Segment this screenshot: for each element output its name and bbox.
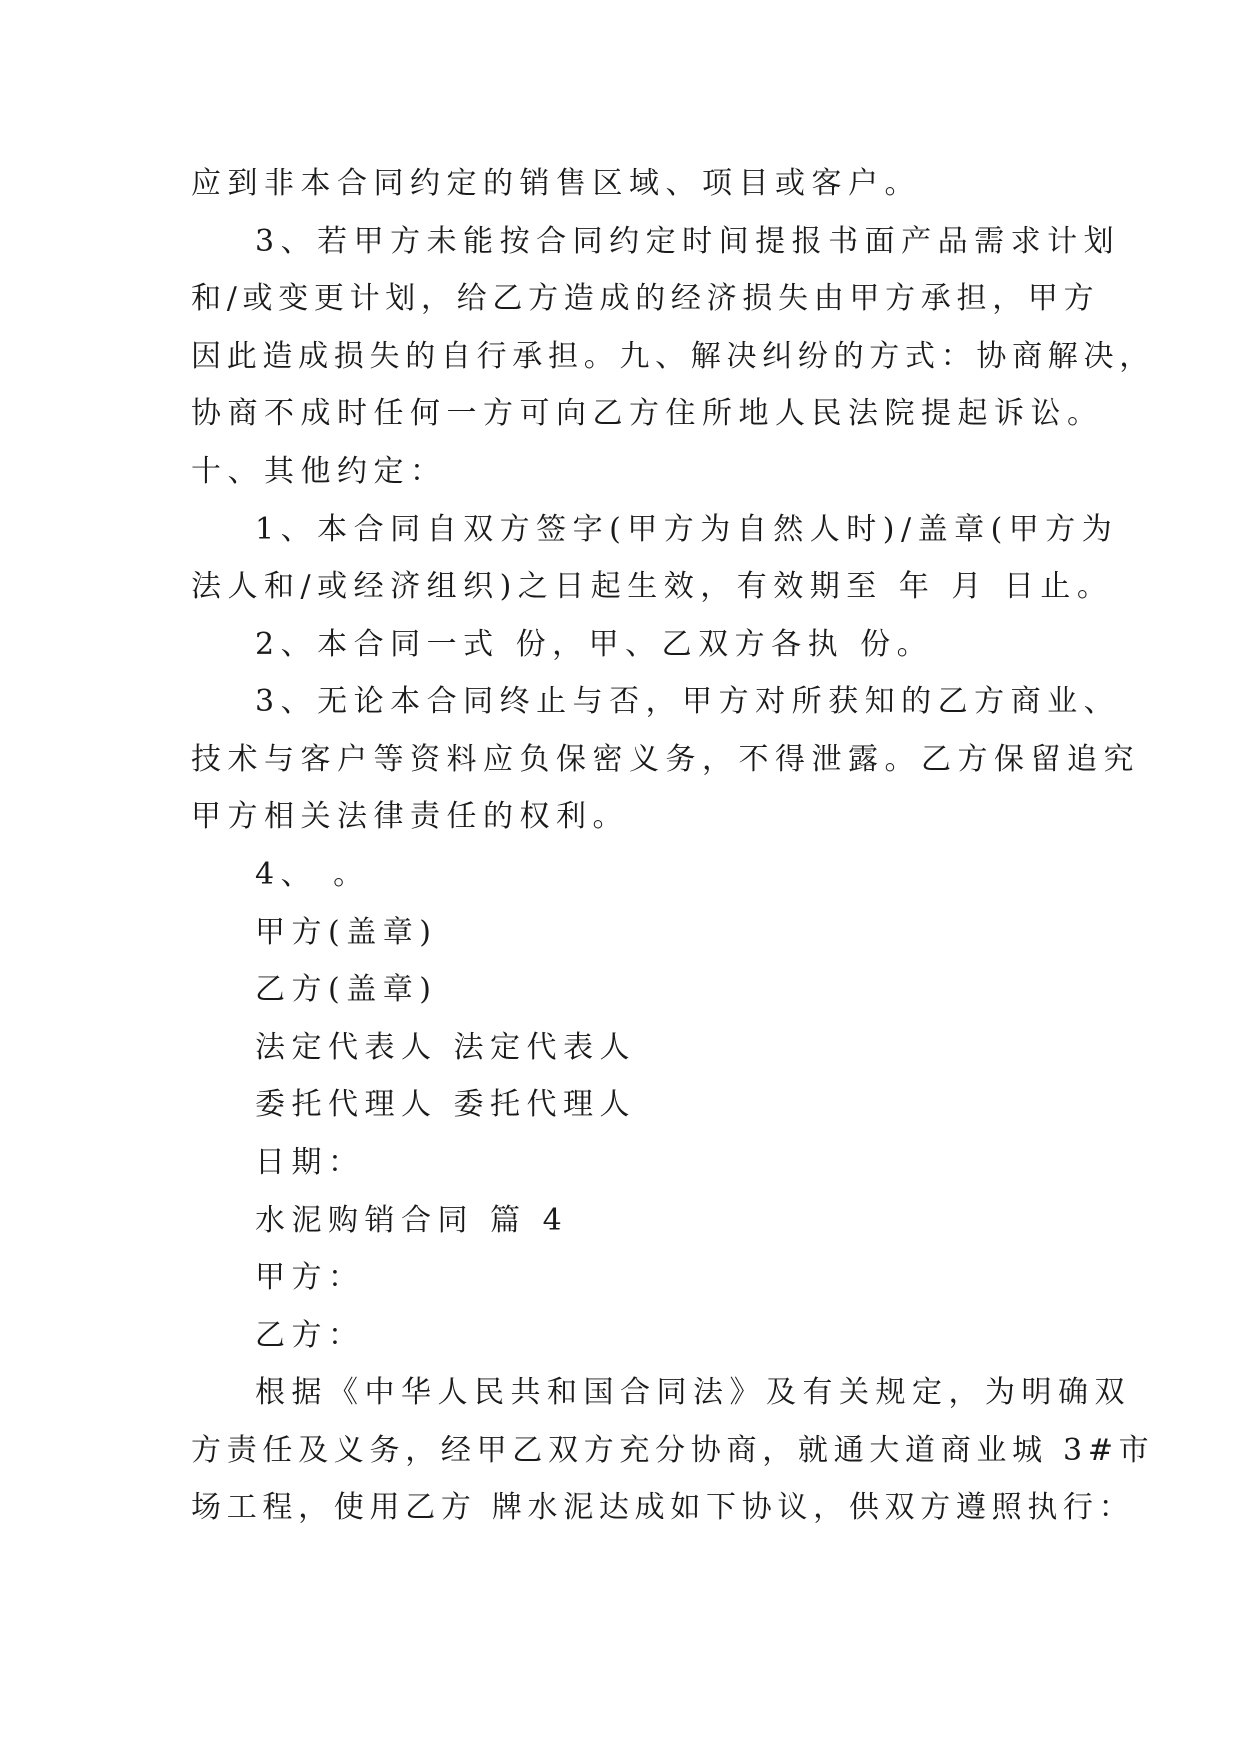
text-line: 根据《中华人民共和国合同法》及有关规定，为明确双	[255, 1375, 1131, 1410]
text-line: 因此造成损失的自行承担。九、解决纠纷的方式：协商解决，	[191, 339, 1155, 374]
text-line: 甲方相关法律责任的权利。	[191, 799, 629, 834]
text-line: 法定代表人 法定代表人	[255, 1030, 637, 1065]
text-line: 乙方(盖章)	[255, 972, 438, 1007]
text-line: 日期：	[255, 1145, 365, 1180]
text-line: 水泥购销合同 篇 4	[255, 1203, 569, 1238]
text-line: 技术与客户等资料应负保密义务，不得泄露。乙方保留追究	[191, 742, 1140, 777]
text-line: 2、本合同一式 份，甲、乙双方各执 份。	[255, 627, 934, 662]
text-line: 甲方：	[255, 1260, 365, 1295]
text-line: 方责任及义务，经甲乙双方充分协商，就通大道商业城 3#市	[191, 1433, 1155, 1468]
text-line: 委托代理人 委托代理人	[255, 1087, 637, 1122]
text-line: 场工程，使用乙方 牌水泥达成如下协议，供双方遵照执行：	[191, 1490, 1135, 1525]
text-line: 协商不成时任何一方可向乙方住所地人民法院提起诉讼。	[191, 396, 1104, 431]
text-line: 应到非本合同约定的销售区域、项目或客户。	[191, 166, 921, 201]
text-line: 1、本合同自双方签字(甲方为自然人时)/盖章(甲方为	[255, 512, 1119, 547]
text-line: 和/或变更计划，给乙方造成的经济损失由甲方承担，甲方	[191, 281, 1100, 316]
text-line: 乙方：	[255, 1318, 365, 1353]
text-line: 甲方(盖章)	[255, 915, 438, 950]
text-line: 3、若甲方未能按合同约定时间提报书面产品需求计划	[255, 224, 1121, 259]
text-line: 3、无论本合同终止与否，甲方对所获知的乙方商业、	[255, 684, 1121, 719]
text-line: 4、 。	[255, 857, 370, 892]
text-line: 法人和/或经济组织)之日起生效，有效期至 年 月 日止。	[191, 569, 1114, 604]
text-line: 十、其他约定：	[191, 454, 447, 489]
